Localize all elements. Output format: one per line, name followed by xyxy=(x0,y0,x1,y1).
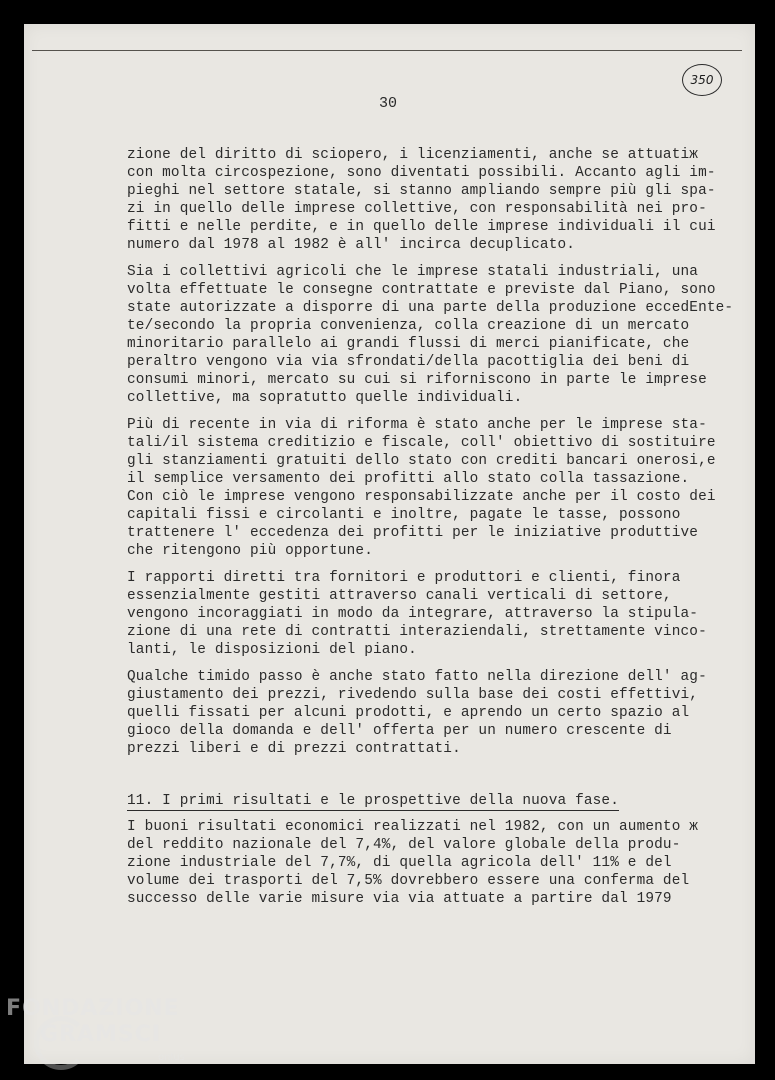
text-line: peraltro vengono via via sfrondati/della pacottiglia dei beni di xyxy=(127,354,690,370)
text-line: tali/il sistema creditizio e fiscale, coll' obiettivo di sostituire xyxy=(127,435,716,451)
text-line: essenzialmente gestiti attraverso canali verticali di settore, xyxy=(127,588,672,604)
text-line: trattenere l' eccedenza dei profitti per le iniziative produttive xyxy=(127,525,699,541)
fondazione-gramsci-watermark xyxy=(6,996,185,1063)
text-line: zione del diritto di sciopero, i licenziamenti, anche se attuatiж xyxy=(127,147,699,163)
text-line: Più di recente in via di riforma è stato anche per le imprese sta- xyxy=(127,417,707,433)
text-line: Con ciò le imprese vengono responsabilizzate anche per il costo dei xyxy=(127,489,716,505)
watermark-suffix: onlus xyxy=(158,1052,185,1063)
gramsci-logo-icon xyxy=(34,1016,88,1070)
text-line: state autorizzate a disporre di una parte della produzione eccedEnte- xyxy=(127,300,734,316)
paragraph xyxy=(127,668,739,758)
text-line: del reddito nazionale del 7,4%, del valore globale della produ- xyxy=(127,837,681,853)
text-line: zi in quello delle imprese collettive, con responsabilità nei pro- xyxy=(127,201,707,217)
text-line: volume dei trasporti del 7,5% dovrebbero essere una conferma del xyxy=(127,873,690,889)
text-line: il semplice versamento dei profitti allo stato colla tassazione. xyxy=(127,471,690,487)
text-line: collettive, ma sopratutto quelle individuali. xyxy=(127,390,523,406)
body-text xyxy=(127,146,739,917)
text-line: I rapporti diretti tra fornitori e produttori e clienti, finora xyxy=(127,570,681,586)
top-rule xyxy=(32,50,742,51)
text-line: numero dal 1978 al 1982 è all' incirca decuplicato. xyxy=(127,237,576,253)
text-line: volta effettuate le consegne contrattate e previste dal Piano, sono xyxy=(127,282,716,298)
text-line: gioco della domanda e dell' offerta per un numero crescente di xyxy=(127,723,672,739)
text-line: capitali fissi e circolanti e inoltre, pagate le tasse, possono xyxy=(127,507,681,523)
text-line: Qualche timido passo è anche stato fatto nella direzione dell' ag- xyxy=(127,669,707,685)
text-line: lanti, le disposizioni del piano. xyxy=(127,642,417,658)
text-line: I buoni risultati economici realizzati nel 1982, con un aumento ж xyxy=(127,819,699,835)
paragraph xyxy=(127,146,739,254)
paragraph xyxy=(127,569,739,659)
text-line: Sia i collettivi agricoli che le imprese statali industriali, una xyxy=(127,264,699,280)
text-line: quelli fissati per alcuni prodotti, e aprendo un certo spazio al xyxy=(127,705,690,721)
archive-number-stamp: 350 xyxy=(682,64,722,96)
text-line: giustamento dei prezzi, rivedendo sulla base dei costi effettivi, xyxy=(127,687,699,703)
text-line: zione di una rete di contratti interaziendali, strettamente vinco- xyxy=(127,624,707,640)
text-line: minoritario parallelo ai grandi flussi di merci pianificate, che xyxy=(127,336,690,352)
text-line: fitti e nelle perdite, e in quello delle imprese individuali il cui xyxy=(127,219,716,235)
text-line: zione industriale del 7,7%, di quella agricola dell' 11% e del xyxy=(127,855,672,871)
document-page xyxy=(24,24,755,1064)
paragraph xyxy=(127,416,739,560)
text-line: gli stanziamenti gratuiti dello stato con crediti bancari onerosi,e xyxy=(127,453,716,469)
text-line: che ritengono più opportune. xyxy=(127,543,374,559)
text-line: successo delle varie misure via via attuate a partire dal 1979 xyxy=(127,891,672,907)
section-heading: 11. I primi risultati e le prospettive della nuova fase. xyxy=(127,793,620,809)
text-line: prezzi liberi e di prezzi contrattati. xyxy=(127,741,461,757)
text-line: con molta circospezione, sono diventati possibili. Accanto agli im- xyxy=(127,165,716,181)
paragraph xyxy=(127,818,739,908)
watermark-line2: GRAMSCI xyxy=(40,1022,162,1047)
watermark-line1: FONDAZIONE xyxy=(6,996,180,1021)
text-line: pieghi nel settore statale, si stanno ampliando sempre più gli spa- xyxy=(127,183,716,199)
text-line: te/secondo la propria convenienza, colla creazione di un mercato xyxy=(127,318,690,334)
text-line: vengono incoraggiati in modo da integrare, attraverso la stipula- xyxy=(127,606,699,622)
paragraph xyxy=(127,263,739,407)
text-line: consumi minori, mercato su cui si riforniscono in parte le imprese xyxy=(127,372,707,388)
page-number: 30 xyxy=(379,95,398,112)
